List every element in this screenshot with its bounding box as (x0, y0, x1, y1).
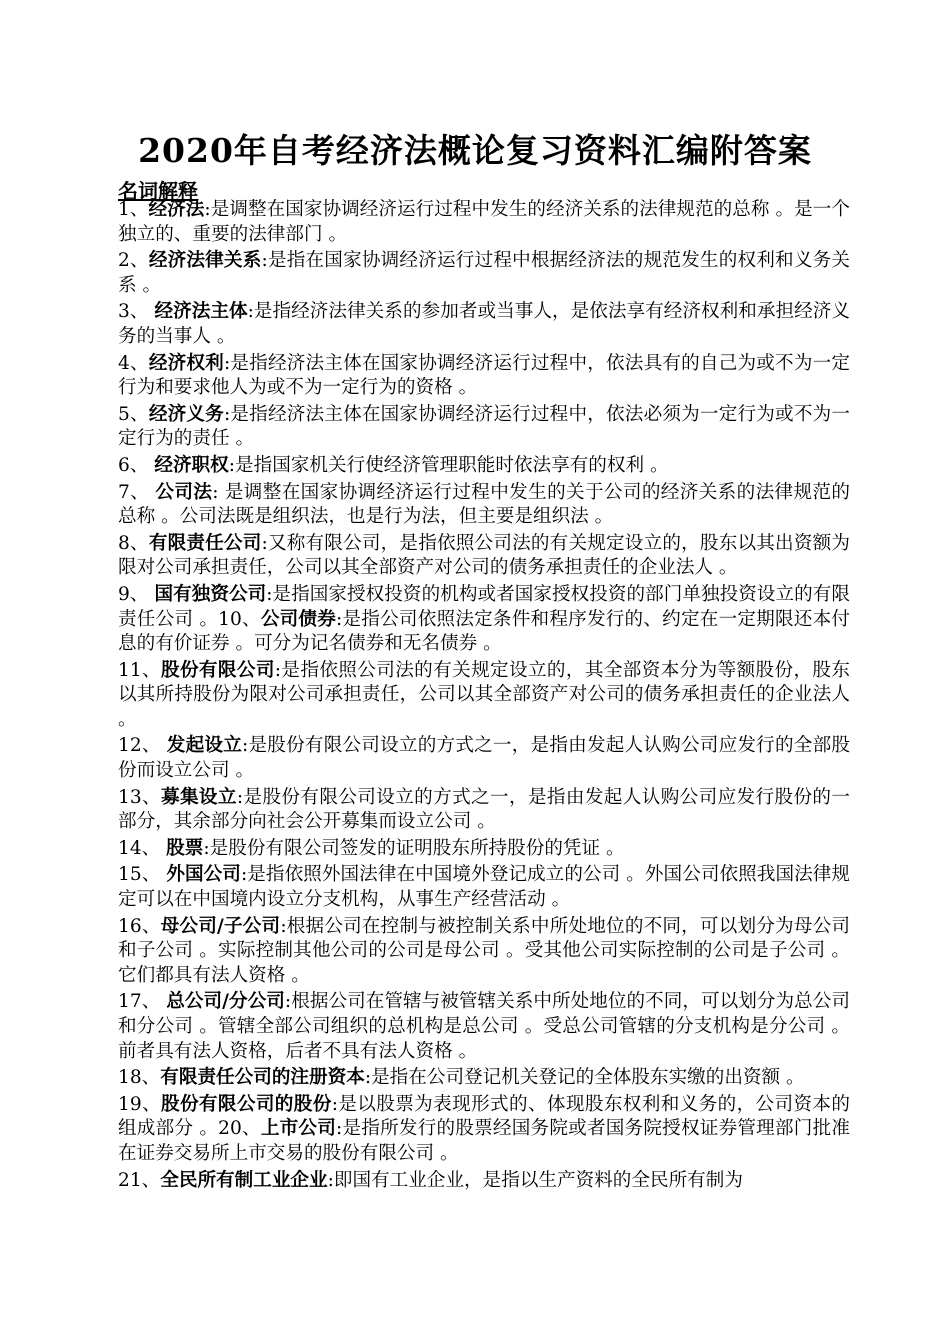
entry-number: 15、 (118, 864, 167, 886)
entry-separator: : (204, 199, 211, 220)
entry-separator: : (274, 659, 282, 681)
definition-entry (118, 1093, 850, 1167)
entry-definition: 是指经济法律关系的参加者或当事人，是依法享有经济权利和承担经济义务的当事人 。 (118, 301, 850, 347)
entry-term: 募集设立 (161, 786, 237, 808)
entry-separator: : (240, 864, 248, 886)
entry-definition: 是指国家授权投资的机构或者国家授权投资的部门单独投资设立的有限责任公司 。10、 (118, 583, 850, 630)
entry-term: 股份有限公司 (161, 659, 275, 681)
entry-term: 经济法 (148, 199, 205, 220)
entry-number: 17、 (118, 991, 167, 1013)
definition-entry (118, 481, 850, 530)
entry-definition: 根据公司在管辖与被管辖关系中所处地位的不同，可以划分为总公司和分公司 。管辖全部公司组织的总机构是总公司 。受总公司管辖的分支机构是分公司 。前者具有法人资格，后者不具有法人资格 。 (118, 991, 851, 1062)
entry-separator: : (203, 837, 210, 859)
entry-definition: 是指国家机关行使经济管理职能时依法享有的权利 。 (235, 454, 669, 476)
entry-number: 19、 (118, 1093, 161, 1115)
entry-term: 经济职权 (154, 454, 229, 476)
entry-term: 经济义务 (148, 403, 224, 425)
entry-definition: 是指依照外国法律在中国境外登记成立的公司 。外国公司依照我国法律规定可以在中国境内设立分支机构，从事生产经营活动 。 (118, 864, 850, 911)
entry-definition: 是指经济法主体在国家协调经济运行过程中，依法具有的自己为或不为一定行为和要求他人为或不为一定行为的资格 。 (118, 352, 850, 399)
entry-term: 国有独资公司 (154, 583, 267, 605)
definition-entry (118, 659, 850, 733)
entry-term: 公司债券 (260, 608, 337, 630)
definition-entry (118, 249, 850, 298)
definition-entry (118, 786, 850, 835)
entry-term: 股份有限公司的股份 (161, 1093, 332, 1115)
entry-term: 母公司/子公司 (160, 915, 281, 937)
entry-number: 6、 (118, 454, 155, 476)
entry-definition: 根据公司在控制与被控制关系中所处地位的不同，可以划分为母公司和子公司 。实际控制其他公司的公司是母公司 。受其他公司实际控制的公司是子公司 。它们都具有法人资格 。 (118, 915, 850, 986)
entry-definition: 是股份有限公司签发的证明股东所持股份的凭证 。 (209, 837, 625, 859)
document-title: 2020年自考经济法概论复习资料汇编附答案 (138, 131, 812, 170)
entry-definition: 是指公司依照法定条件和程序发行的、约定在一定期限还本付息的有价证券 。可分为记名债券和无名债券 。 (118, 608, 850, 655)
entry-number: 9、 (118, 583, 155, 605)
entry-number: 12、 (118, 735, 167, 757)
entry-separator: : (223, 403, 231, 425)
entry-definition: 即国有工业企业，是指以生产资料的全民所有制为 (333, 1169, 743, 1191)
entry-number: 4、 (118, 352, 149, 374)
definition-entry (118, 403, 850, 452)
section-heading: 名词解释 (118, 179, 198, 203)
entry-separator: : (247, 301, 254, 323)
definition-entry (118, 454, 850, 479)
entry-separator: : (336, 608, 343, 630)
entry-separator: : (236, 786, 244, 808)
entry-term: 经济法律关系 (148, 250, 262, 272)
entry-separator: : (266, 583, 273, 605)
entry-definition: 是指在公司登记机关登记的全体股东实缴的出资额 。 (371, 1067, 805, 1089)
entry-term: 经济权利 (148, 352, 224, 374)
entry-definition: 是股份有限公司设立的方式之一，是指由发起人认购公司应发行股份的一部分，其余部分向社会公开募集而设立公司 。 (118, 786, 850, 833)
entry-number: 18、 (118, 1067, 161, 1089)
definition-entry (118, 915, 850, 989)
entry-term: 有限责任公司 (148, 532, 262, 554)
entry-number: 2、 (118, 250, 149, 272)
entry-separator: : (261, 250, 268, 272)
entry-separator: : (284, 991, 292, 1013)
entry-definition: 是以股票为表现形式的、体现股东权利和义务的，公司资本的组成部分 。20、 (118, 1093, 850, 1140)
definition-entry (118, 990, 850, 1064)
entry-separator: : (336, 1118, 343, 1140)
entry-definition: 又称有限公司，是指依照公司法的有关规定设立的，股东以其出资额为限对公司承担责任，公司以其全部资产对公司的债务承担责任的企业法人 。 (118, 532, 850, 579)
entry-number: 5、 (118, 403, 149, 425)
entry-number: 3、 (118, 301, 155, 323)
entry-number: 8、 (118, 532, 149, 554)
entry-number: 14、 (118, 837, 167, 859)
entry-separator: : (223, 352, 231, 374)
entry-term: 发起设立 (166, 735, 243, 757)
definition-entry (118, 583, 850, 657)
entry-separator: : (212, 481, 225, 503)
definitions-list (118, 198, 850, 1195)
definition-entry (118, 1169, 850, 1194)
entry-separator: : (364, 1067, 372, 1089)
definition-entry (118, 300, 850, 349)
entry-definition: 是指经济法主体在国家协调经济运行过程中，依法必须为一定行为或不为一定行为的责任 。 (118, 403, 850, 450)
entry-number: 16、 (118, 915, 161, 937)
entry-separator: : (242, 735, 249, 757)
entry-number: 13、 (118, 786, 161, 808)
entry-term: 上市公司 (260, 1118, 337, 1140)
entry-term: 全民所有制工业企业 (160, 1169, 328, 1191)
definition-entry (118, 1066, 850, 1091)
entry-term: 经济法主体 (154, 301, 248, 323)
entry-definition: 是股份有限公司设立的方式之一，是指由发起人认购公司应发行的全部股份而设立公司 。 (118, 735, 850, 782)
entry-term: 公司法 (155, 481, 213, 503)
entry-separator: : (327, 1169, 334, 1191)
entry-number: 1、 (118, 199, 149, 220)
entry-term: 外国公司 (166, 864, 241, 886)
entry-term: 有限责任公司的注册资本 (160, 1067, 365, 1089)
definition-entry (118, 352, 850, 401)
entry-separator: : (228, 454, 235, 476)
entry-separator: : (261, 532, 268, 554)
entry-definition: 是调整在国家协调经济运行过程中发生的关于公司的经济关系的法律规范的总称 。公司法既是组织法，也是行为法，但主要是组织法 。 (118, 481, 850, 528)
entry-term: 总公司/分公司 (166, 991, 285, 1013)
entry-term: 股票 (166, 837, 204, 859)
definition-entry (118, 863, 850, 912)
entry-number: 11、 (118, 659, 161, 681)
entry-separator: : (331, 1093, 338, 1115)
definition-entry (118, 198, 850, 247)
entry-number: 7、 (118, 481, 156, 503)
entry-definition: 是指所发行的股票经国务院或者国务院授权证券管理部门批准在证券交易所上市交易的股份有限公司 。 (118, 1118, 850, 1164)
entry-definition: 是指依照公司法的有关规定设立的，其全部资本分为等额股份，股东以其所持股份为限对公司承担责任，公司以其全部资产对公司的债务承担责任的企业法人 。 (118, 659, 850, 730)
entry-number: 21、 (118, 1169, 161, 1191)
entry-separator: : (280, 915, 287, 937)
definition-entry (118, 837, 850, 862)
entry-definition: 是调整在国家协调经济运行过程中发生的经济关系的法律规范的总称 。是一个独立的、重要的法律部门 。 (118, 199, 850, 245)
definition-entry (118, 734, 850, 783)
definition-entry (118, 532, 850, 581)
entry-definition: 是指在国家协调经济运行过程中根据经济法的规范发生的权利和义务关系 。 (118, 250, 850, 296)
